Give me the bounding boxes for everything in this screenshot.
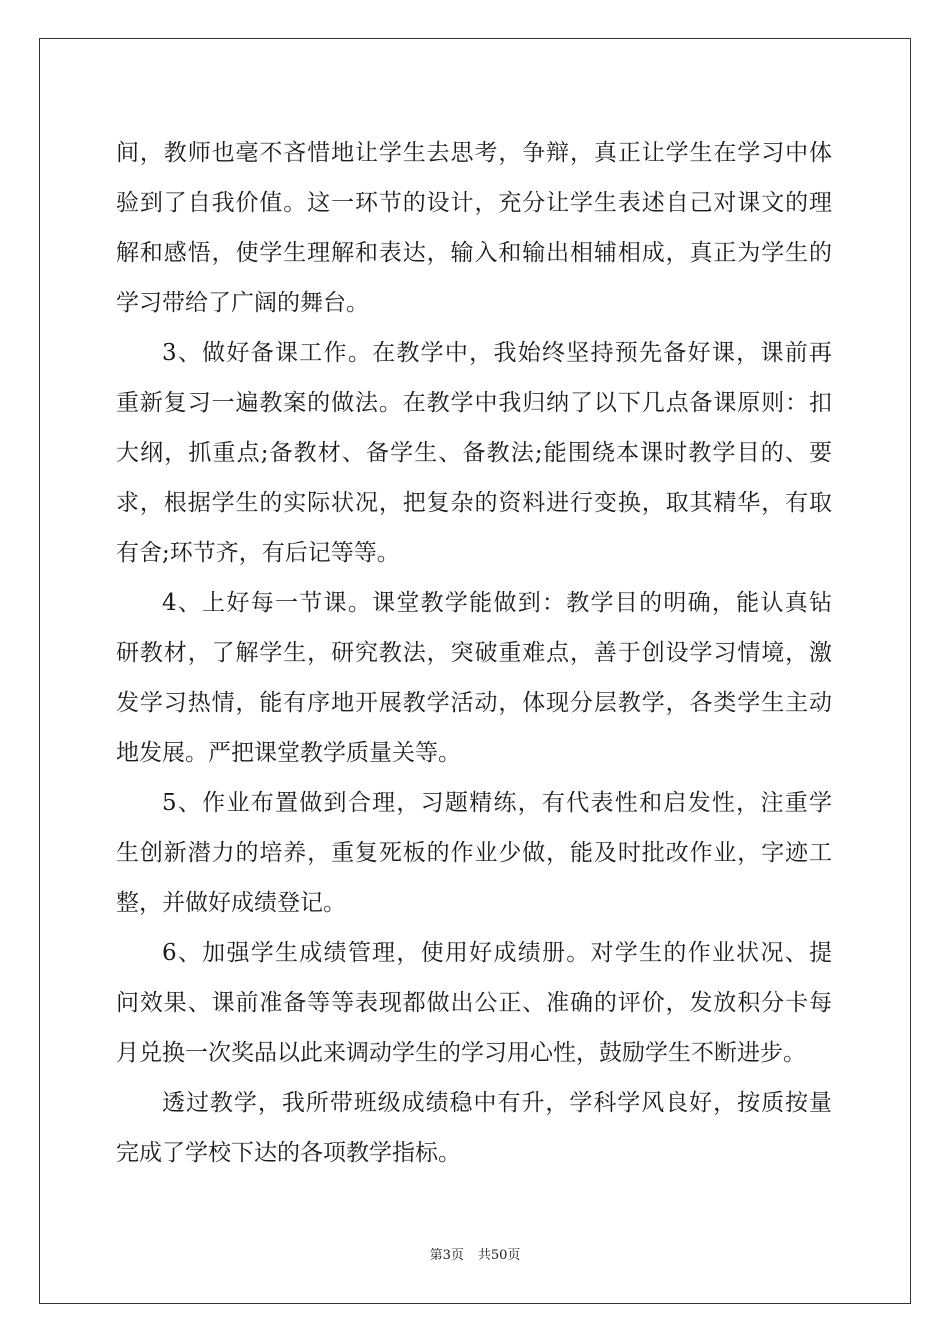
paragraph — [116, 928, 832, 1078]
text-line: 验到了自我价值。这一环节的设计，充分让学生表述自己对课文的理 — [116, 190, 832, 216]
text-line: 3、做好备课工作。在教学中，我始终坚持预先备好课，课前再 — [162, 340, 832, 366]
text-line: 生创新潜力的培养，重复死板的作业少做，能及时批改作业，字迹工 — [116, 840, 832, 866]
text-line: 学习带给了广阔的舞台。 — [116, 290, 369, 316]
text-line: 透过教学，我所带班级成绩稳中有升，学科学风良好，按质按量 — [162, 1090, 832, 1116]
paragraph — [116, 778, 832, 928]
text-line: 问效果、课前准备等等表现都做出公正、准确的评价，发放积分卡每 — [116, 990, 832, 1016]
paragraph — [116, 328, 832, 578]
page-total: 共50页 — [477, 1248, 521, 1263]
text-line: 完成了学校下达的各项教学指标。 — [116, 1140, 461, 1166]
page-number: 第3页 — [429, 1248, 464, 1263]
text-line: 间，教师也毫不吝惜地让学生去思考，争辩，真正让学生在学习中体 — [116, 140, 832, 166]
text-line: 求，根据学生的实际状况，把复杂的资料进行变换，取其精华，有取 — [116, 490, 832, 516]
text-line: 6、加强学生成绩管理，使用好成绩册。对学生的作业状况、提 — [162, 940, 832, 966]
text-line: 有舍;环节齐，有后记等等。 — [116, 540, 400, 566]
text-line: 大纲，抓重点;备教材、备学生、备教法;能围绕本课时教学目的、要 — [116, 440, 832, 466]
text-line: 研教材，了解学生，研究教法，突破重难点，善于创设学习情境，激 — [116, 640, 832, 666]
text-line: 月兑换一次奖品以此来调动学生的学习用心性，鼓励学生不断进步。 — [116, 1040, 806, 1066]
text-line: 发学习热情，能有序地开展教学活动，体现分层教学，各类学生主动 — [116, 690, 832, 716]
text-line: 地发展。严把课堂教学质量关等。 — [116, 740, 461, 766]
paragraph — [116, 1078, 832, 1178]
text-line: 整，并做好成绩登记。 — [116, 890, 346, 916]
text-line: 4、上好每一节课。课堂教学能做到：教学目的明确，能认真钻 — [162, 590, 832, 616]
text-line: 5、作业布置做到合理，习题精练，有代表性和启发性，注重学 — [162, 790, 832, 816]
page-footer — [0, 1247, 950, 1265]
paragraph — [116, 578, 832, 778]
text-line: 解和感悟，使学生理解和表达，输入和输出相辅相成，真正为学生的 — [116, 240, 832, 266]
paragraph — [116, 128, 832, 328]
text-line: 重新复习一遍教案的做法。在教学中我归纳了以下几点备课原则：扣 — [116, 390, 832, 416]
document-body — [116, 128, 832, 1178]
